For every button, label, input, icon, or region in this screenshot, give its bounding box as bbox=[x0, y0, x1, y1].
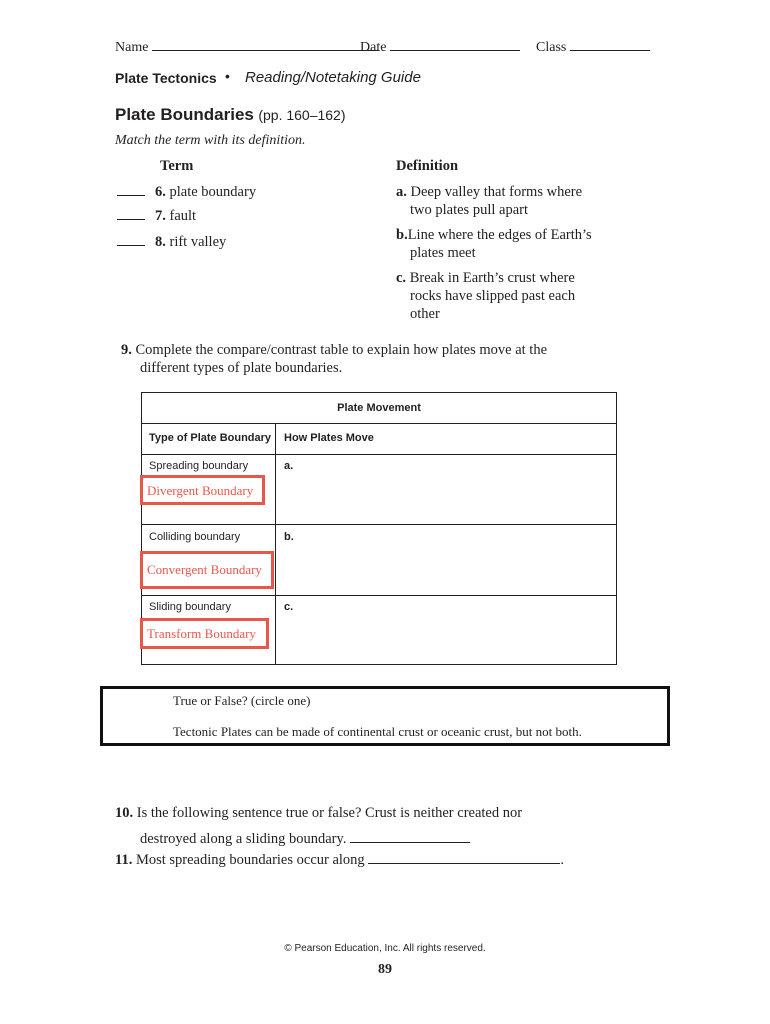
question-text: Complete the compare/contrast table to explain how plates move at the bbox=[135, 342, 548, 358]
true-false-prompt: True or False? (circle one) bbox=[173, 693, 311, 708]
table-divider bbox=[142, 423, 616, 424]
page-number: 89 bbox=[378, 962, 392, 977]
table-divider bbox=[142, 524, 616, 525]
question-number: 9. bbox=[121, 342, 132, 358]
answer-blank[interactable] bbox=[117, 207, 145, 220]
question-11 bbox=[115, 851, 564, 869]
date-label: Date bbox=[360, 40, 387, 55]
question-9 bbox=[121, 341, 547, 377]
movement-letter: b. bbox=[284, 531, 294, 543]
term-number: 8. bbox=[155, 234, 166, 250]
definition-letter: a. bbox=[396, 184, 407, 200]
definition-text: rocks have slipped past each bbox=[410, 288, 576, 304]
definition-letter: b. bbox=[396, 227, 408, 243]
movement-answer-cell[interactable] bbox=[284, 478, 604, 518]
section-title: Plate Boundaries bbox=[115, 105, 254, 124]
question-text: different types of plate boundaries. bbox=[140, 360, 343, 376]
instruction: Match the term with its definition. bbox=[115, 133, 306, 148]
movement-letter: a. bbox=[284, 460, 294, 472]
answer-blank[interactable] bbox=[117, 183, 145, 196]
name-field[interactable] bbox=[115, 38, 379, 56]
answer-blank[interactable] bbox=[117, 233, 145, 246]
section-heading bbox=[115, 105, 346, 125]
annotation-convergent[interactable]: Convergent Boundary bbox=[140, 551, 274, 589]
term-item bbox=[117, 183, 256, 201]
question-end: . bbox=[560, 852, 564, 868]
definition-item bbox=[396, 269, 575, 323]
class-label: Class bbox=[536, 40, 567, 55]
boundary-type: Spreading boundary bbox=[149, 460, 249, 472]
answer-blank[interactable] bbox=[368, 851, 560, 864]
term-text: rift valley bbox=[169, 234, 227, 250]
annotation-divergent[interactable]: Divergent Boundary bbox=[140, 475, 265, 505]
definition-letter: c. bbox=[396, 270, 407, 286]
bullet-separator: • bbox=[225, 68, 230, 84]
boundary-type: Sliding boundary bbox=[149, 601, 231, 613]
term-heading: Term bbox=[160, 158, 194, 174]
question-number: 10. bbox=[115, 805, 134, 821]
column-header-movement: How Plates Move bbox=[284, 432, 374, 444]
table-title: Plate Movement bbox=[337, 402, 421, 414]
name-label: Name bbox=[115, 40, 149, 55]
date-blank[interactable] bbox=[390, 38, 520, 51]
table-divider bbox=[142, 595, 616, 596]
definition-text: other bbox=[410, 306, 440, 322]
question-text: Most spreading boundaries occur along bbox=[135, 852, 365, 868]
question-text: destroyed along a sliding boundary. bbox=[140, 831, 347, 847]
class-blank[interactable] bbox=[570, 38, 650, 51]
guide-title: Reading/Notetaking Guide bbox=[245, 69, 421, 86]
chapter-title: Plate Tectonics bbox=[115, 70, 217, 86]
table-column-divider bbox=[275, 423, 276, 664]
annotation-transform[interactable]: Transform Boundary bbox=[140, 618, 269, 649]
class-field[interactable] bbox=[536, 38, 650, 56]
true-false-statement: Tectonic Plates can be made of continental crust or oceanic crust, but not both. bbox=[173, 724, 582, 739]
date-field[interactable] bbox=[360, 38, 520, 56]
definition-text: Deep valley that forms where bbox=[410, 184, 583, 200]
movement-answer-cell[interactable] bbox=[284, 619, 604, 659]
copyright: © Pearson Education, Inc. All rights reserved. bbox=[284, 943, 486, 954]
term-item bbox=[117, 207, 196, 225]
movement-answer-cell[interactable] bbox=[284, 549, 604, 589]
question-number: 11. bbox=[115, 852, 133, 868]
definition-item bbox=[396, 226, 592, 262]
term-number: 7. bbox=[155, 208, 166, 224]
definition-text: Break in Earth’s crust where bbox=[409, 270, 575, 286]
term-number: 6. bbox=[155, 184, 166, 200]
definition-text: two plates pull apart bbox=[410, 202, 528, 218]
boundary-type: Colliding boundary bbox=[149, 531, 241, 543]
term-text: plate boundary bbox=[169, 184, 257, 200]
term-text: fault bbox=[169, 208, 197, 224]
table-divider bbox=[142, 454, 616, 455]
question-10 bbox=[115, 800, 522, 852]
definition-heading: Definition bbox=[396, 158, 459, 174]
section-pages: (pp. 160–162) bbox=[258, 107, 346, 123]
true-false-box[interactable] bbox=[100, 686, 670, 746]
column-header-type: Type of Plate Boundary bbox=[149, 432, 272, 444]
movement-letter: c. bbox=[284, 601, 294, 613]
answer-blank[interactable] bbox=[350, 830, 470, 843]
term-item bbox=[117, 233, 226, 251]
definition-text: plates meet bbox=[410, 245, 476, 261]
definition-text: Line where the edges of Earth’s bbox=[407, 227, 592, 243]
name-blank[interactable] bbox=[152, 38, 379, 51]
definition-item bbox=[396, 183, 582, 219]
question-text: Is the following sentence true or false? Crust is neither created nor bbox=[136, 805, 523, 821]
